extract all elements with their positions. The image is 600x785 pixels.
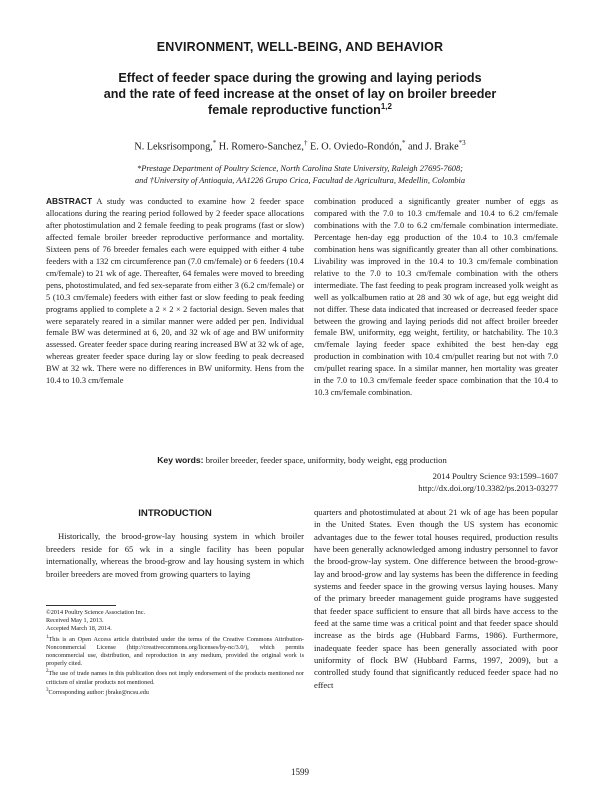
title-line-3-text: female reproductive function	[208, 103, 381, 117]
author-1: N. Leksrisompong,	[134, 141, 213, 153]
keywords	[46, 455, 558, 465]
abstract-text-left: A study was conducted to examine how 2 feeder space allocations during the rearing period followed by 2 feeder space allocations after photostimulation and 2 female feeding to peak programs (fast or slow) affected female broiler breeder reproductive performance and mortality. Sixteen pens of 76 breeder females each were equipped with either 4 tube feeders with a 132 cm circumference pan (7.0 cm/female) or 6 feeders (10.4 cm/female) to 21 wk of age. Thereafter, 64 females were moved to breeding pens, photostimulated, and fed sex-separate from either 3 (6.2 cm/female) or 5 (10.3 cm/female) feeders with either fast or slow feeding to peak feeding programs applied to complete a 2 × 2 × 2 factorial design. Seven males that were separately reared in a similar manner were added per pen. Individual female BW was determined at 6, 20, and 32 wk of age and BW uniformity assessed. Greater feeder space during rearing increased BW at 32 wk of age, whereas greater feeder space during lay or slow feeding to peak decreased BW at 32 wk. There were no differences in BW uniformity. Hens from the 10.4 to 10.3 cm/female	[46, 197, 304, 386]
introduction-column-left	[46, 530, 304, 580]
footnote-1-text: This is an Open Access article distributed under the terms of the Creative Commons Attribution-Noncommercial License (http://creativecommons.org/licenses/by-nc/3.0/), which permits noncommercial use, distribution, and reproduction in any medium, provided the original work is properly cited.	[46, 635, 304, 668]
footnote-divider	[46, 605, 116, 606]
section-heading: ENVIRONMENT, WELL-BEING, AND BEHAVIOR	[156, 40, 444, 54]
footnote-2-mark: 2	[46, 669, 49, 675]
footnote-2-text: The use of trade names in this publication does not imply endorsement of the products mentioned nor criticism of similar products not mentioned.	[46, 670, 304, 686]
footnote-1	[46, 634, 304, 669]
author-3-mark: *	[401, 139, 406, 147]
author-2: H. Romero-Sanchez,	[216, 141, 304, 153]
introduction-column-right	[314, 506, 558, 691]
author-1-mark: *	[212, 139, 217, 147]
introduction-text-left: Historically, the brood-grow-lay housing system in which broiler breeders reside for 65 wk in a single facility has been popular internationally, whereas the brood-grow and lay housing system in which broiler breeders are moved from growing quarters to laying	[46, 531, 304, 579]
introduction-text-right: quarters and photostimulated at about 21 wk of age has been popular in the United States. Even though the US system has economic advantages due to the fewer total houses required, production results have been generally acknowledged among industry personnel to favor the brood-grow-lay system. One difference between the brood-grow-lay and brood-grow and lay systems has been the difference in feeding systems and feeder space in the growing versus laying houses. Many of the primary breeder management guide programs have suggested that feeder space sufficient to ensure that all birds have access to the feed at the same time was a critical point and that feeder space should increase as the birds age (Hubbard Farms, 1986). Furthermore, inadequate feeder space has been generally associated with poor uniformity of flock BW (Hubbard Farms, 1997, 2009), but a controlled study found that significantly reduced feeder space had no effect	[314, 507, 558, 690]
footnote-2	[46, 668, 304, 686]
footnote-3	[46, 687, 304, 697]
title-line-2: and the rate of feed increase at the onset of lay on broiler breeder	[103, 87, 497, 101]
abstract-label: ABSTRACT	[46, 196, 93, 206]
footnote-3-mark: 3	[46, 687, 49, 693]
footnote-3-text: Corresponding author: jbrake@ncsu.edu	[48, 689, 149, 697]
footnote-received: Received May 1, 2013.	[46, 617, 104, 625]
affiliation-line-1: *Prestage Department of Poultry Science, North Carolina State University, Raleigh 27695-7608;	[137, 164, 463, 173]
title-line-1: Effect of feeder space during the growing and laying periods	[118, 71, 482, 85]
author-4-mark: *3	[458, 139, 466, 147]
abstract-column-left	[46, 196, 304, 387]
doi-link[interactable]: http://dx.doi.org/10.3382/ps.2013-03277	[418, 483, 558, 493]
footnote-accepted: Accepted March 18, 2014.	[46, 625, 112, 633]
citation-block	[300, 470, 558, 494]
abstract-text-right: combination produced a significantly greater number of eggs as compared with the 7.0 to 10.3 cm/female and 10.4 to 6.2 cm/female combinations with the 7.0 to 6.2 cm/female combination intermediate. Percentage hen-day egg production of the 10.4 to 10.3 cm/female combination hens was significantly greater than all other combinations. Livability was improved in the 10.4 to 10.3 cm/female combination relative to the 7.0 to 10.3 cm/female combination with the others intermediate. The fast feeding to peak program increased yolk weight as well as yolk:albumen ratio at 28 and 30 wk of age, but egg weight did not differ. These data indicated that increased or decreased feeder space between the growing and laying periods did not affect broiler breeder female BW, uniformity, egg weight, fertility, or hatchability. The 10.3 cm/female laying feeder space exhibited the best hen-day egg production in combination with 10.4 cm/pullet rearing but not with 7.0 cm/pullet rearing space. In a similar manner, hen mortality was greater in the 7.0 to 10.3 cm/female feeder space combination that the 10.4 to 10.3 cm/female combination.	[314, 197, 558, 398]
affiliation-line-2: and †University of Antioquia, AA1226 Grupo Crica, Facultad de Agricultura, Medellin, Colombia	[134, 176, 466, 185]
keywords-label: Key words:	[157, 455, 204, 465]
paper-title	[60, 70, 540, 118]
abstract-column-right	[314, 196, 558, 399]
affiliations	[60, 163, 540, 187]
author-list	[60, 139, 540, 152]
keywords-text: broiler breeder, feeder space, uniformity, body weight, egg production	[203, 455, 447, 465]
footnote-copyright: ©2014 Poultry Science Association Inc.	[46, 609, 146, 616]
page-number: 1599	[291, 767, 309, 777]
author-3: E. O. Oviedo-Rondón,	[307, 141, 402, 153]
footnotes	[46, 609, 304, 697]
author-4: and J. Brake	[405, 141, 459, 153]
title-line-3	[60, 102, 540, 118]
footnote-1-mark: 1	[46, 634, 49, 640]
title-footnote-mark: 1,2	[380, 101, 392, 111]
introduction-heading: INTRODUCTION	[138, 508, 212, 519]
journal-citation: 2014 Poultry Science 93:1599–1607	[432, 471, 558, 481]
author-2-mark: †	[303, 139, 308, 147]
